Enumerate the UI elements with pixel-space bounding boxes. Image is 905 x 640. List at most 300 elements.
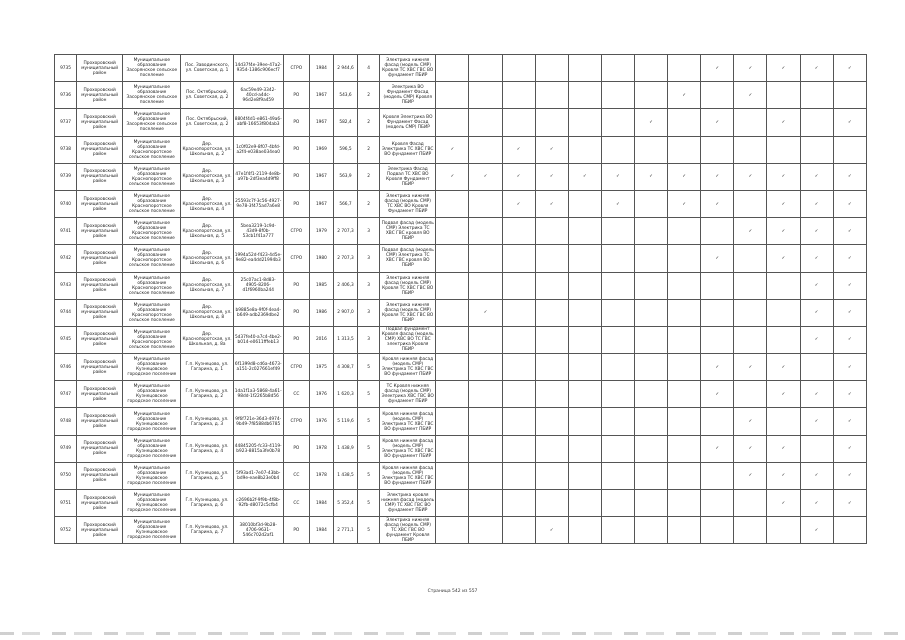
empty-work-cell: [601, 326, 634, 353]
row-number: 9735: [55, 55, 77, 82]
empty-work-cell: [436, 109, 469, 136]
check-mark-icon: ✓: [734, 435, 767, 462]
check-mark-icon: ✓: [535, 136, 568, 163]
empty-work-cell: [535, 55, 568, 82]
empty-work-cell: [833, 82, 866, 109]
empty-work-cell: [734, 299, 767, 326]
check-mark-icon: ✓: [800, 190, 833, 217]
check-mark-icon: ✓: [502, 136, 535, 163]
building-code-cell: 47e1f4f1-2119-4e8b-a97b-2df3ea4d9ff8: [233, 163, 283, 190]
empty-work-cell: [535, 82, 568, 109]
empty-work-cell: [668, 381, 701, 408]
works-list-cell: Кровля нижняя фасад (модель СМР) Электрика ТС ХВС ГВС ВО фундамент ПБИР: [380, 408, 436, 435]
empty-work-cell: [469, 245, 502, 272]
empty-work-cell: [601, 55, 634, 82]
empty-work-cell: [668, 354, 701, 381]
municipality-cell: Муниципальное образование Краснопоротское сельское поселение: [123, 299, 181, 326]
empty-work-cell: [800, 109, 833, 136]
floors-cell: 2: [358, 82, 380, 109]
address-cell: Г.п. Кузнецово, ул. Гагарина, д. 2: [181, 381, 233, 408]
check-mark-icon: ✓: [634, 109, 667, 136]
empty-work-cell: [436, 381, 469, 408]
empty-work-cell: [701, 82, 734, 109]
floors-cell: 3: [358, 245, 380, 272]
municipality-cell: Муниципальное образование Засорянское сельское поселение: [123, 55, 181, 82]
empty-work-cell: [535, 381, 568, 408]
check-mark-icon: ✓: [833, 245, 866, 272]
area-cell: 4 308,7: [333, 354, 357, 381]
check-mark-icon: ✓: [800, 299, 833, 326]
empty-work-cell: [436, 408, 469, 435]
municipality-cell: Муниципальное образование Краснопоротское сельское поселение: [123, 163, 181, 190]
table-row: [55, 462, 867, 489]
empty-work-cell: [436, 245, 469, 272]
check-mark-icon: ✓: [767, 490, 800, 517]
municipality-cell: Муниципальное образование Краснопоротское сельское поселение: [123, 326, 181, 353]
check-mark-icon: ✓: [767, 218, 800, 245]
works-list-cell: Электрика нижняя фасад (модель СМР) Кровля ТС ХВС ГВС ВО ПБИР: [380, 272, 436, 299]
address-cell: Г.п. Кузнецово, ул. Гагарина, д. 1: [181, 354, 233, 381]
fund-type-cell: РО: [283, 82, 309, 109]
district-cell: Прохоровский муниципальный район: [77, 55, 123, 82]
address-cell: Г.п. Кузнецово, ул. Гагарина, д. 6: [181, 490, 233, 517]
check-mark-icon: ✓: [502, 190, 535, 217]
floors-cell: 5: [358, 381, 380, 408]
building-code-cell: 8804f4d1-e861-49a6-abf8-16653f804ab3: [233, 109, 283, 136]
empty-work-cell: [535, 435, 568, 462]
empty-work-cell: [833, 136, 866, 163]
empty-work-cell: [502, 408, 535, 435]
build-year-cell: 1967: [309, 190, 333, 217]
works-list-cell: Электрика нижняя фасад (модель СМР) ТС ХВС ВО Кровля Фундамент ПБИР: [380, 190, 436, 217]
check-mark-icon: ✓: [668, 163, 701, 190]
fund-type-cell: СГРО: [283, 245, 309, 272]
empty-work-cell: [601, 245, 634, 272]
check-mark-icon: ✓: [800, 245, 833, 272]
empty-work-cell: [535, 408, 568, 435]
area-cell: 2 406,3: [333, 272, 357, 299]
empty-work-cell: [634, 190, 667, 217]
row-number: 9743: [55, 272, 77, 299]
check-mark-icon: ✓: [833, 109, 866, 136]
check-mark-icon: ✓: [701, 55, 734, 82]
check-mark-icon: ✓: [767, 354, 800, 381]
check-mark-icon: ✓: [767, 163, 800, 190]
empty-work-cell: [668, 435, 701, 462]
area-cell: 582,4: [333, 109, 357, 136]
table-row: [55, 490, 867, 517]
empty-work-cell: [701, 490, 734, 517]
row-number: 9740: [55, 190, 77, 217]
empty-work-cell: [668, 218, 701, 245]
empty-work-cell: [436, 82, 469, 109]
empty-work-cell: [601, 136, 634, 163]
empty-work-cell: [469, 326, 502, 353]
empty-work-cell: [734, 272, 767, 299]
fund-type-cell: СГРО: [283, 354, 309, 381]
municipality-cell: Муниципальное образование Краснопоротское сельское поселение: [123, 272, 181, 299]
empty-work-cell: [535, 462, 568, 489]
works-list-cell: Кровля нижняя фасад (модель СМР) Электрика ТС ХВС ГВС ВО фундамент ПБИР: [380, 462, 436, 489]
empty-work-cell: [800, 354, 833, 381]
address-cell: Пос. Заводинского, ул. Советская, д. 1: [181, 55, 233, 82]
empty-work-cell: [469, 55, 502, 82]
building-code-cell: c2696b2f-9f9b-4f8b-92fb-d8072c5cfb4: [233, 490, 283, 517]
empty-work-cell: [734, 326, 767, 353]
district-cell: Прохоровский муниципальный район: [77, 136, 123, 163]
floors-cell: 2: [358, 109, 380, 136]
empty-work-cell: [668, 408, 701, 435]
empty-work-cell: [668, 272, 701, 299]
empty-work-cell: [800, 82, 833, 109]
check-mark-icon: ✓: [833, 299, 866, 326]
area-cell: 566,7: [333, 190, 357, 217]
area-cell: 1 438,5: [333, 462, 357, 489]
empty-work-cell: [535, 354, 568, 381]
building-code-cell: b9885e8a-9f0f-4ea4-b649-adb2369dbe2: [233, 299, 283, 326]
check-mark-icon: ✓: [436, 163, 469, 190]
empty-work-cell: [634, 490, 667, 517]
empty-work-cell: [568, 218, 601, 245]
empty-work-cell: [568, 408, 601, 435]
empty-work-cell: [535, 490, 568, 517]
area-cell: 596,5: [333, 136, 357, 163]
district-cell: Прохоровский муниципальный район: [77, 462, 123, 489]
empty-work-cell: [469, 490, 502, 517]
floors-cell: 2: [358, 163, 380, 190]
row-number: 9748: [55, 408, 77, 435]
empty-work-cell: [502, 462, 535, 489]
empty-work-cell: [469, 408, 502, 435]
empty-work-cell: [502, 435, 535, 462]
fund-type-cell: СС: [283, 490, 309, 517]
empty-work-cell: [800, 136, 833, 163]
empty-work-cell: [469, 82, 502, 109]
register-table-body: [55, 55, 867, 544]
empty-work-cell: [568, 299, 601, 326]
district-cell: Прохоровский муниципальный район: [77, 326, 123, 353]
building-code-cell: 44845205-fc33-4119-b923-8815a3fe0b78: [233, 435, 283, 462]
row-number: 9747: [55, 381, 77, 408]
empty-work-cell: [668, 490, 701, 517]
empty-work-cell: [634, 82, 667, 109]
floors-cell: 2: [358, 190, 380, 217]
check-mark-icon: ✓: [800, 163, 833, 190]
empty-work-cell: [634, 435, 667, 462]
empty-work-cell: [601, 82, 634, 109]
check-mark-icon: ✓: [734, 82, 767, 109]
check-mark-icon: ✓: [833, 190, 866, 217]
address-cell: Г.п. Кузнецово, ул. Гагарина, д. 7: [181, 517, 233, 544]
district-cell: Прохоровский муниципальный район: [77, 299, 123, 326]
table-row: [55, 408, 867, 435]
check-mark-icon: ✓: [701, 381, 734, 408]
empty-work-cell: [535, 109, 568, 136]
municipality-cell: Муниципальное образование Кузнецовское городское поселение: [123, 517, 181, 544]
check-mark-icon: ✓: [734, 163, 767, 190]
check-mark-icon: ✓: [701, 435, 734, 462]
empty-work-cell: [568, 272, 601, 299]
works-list-cell: Кровля нижняя фасад (модель СМР) Электрика ТС ХВС ГВС ВО фундамент ПБИР: [380, 435, 436, 462]
empty-work-cell: [502, 299, 535, 326]
check-mark-icon: ✓: [767, 435, 800, 462]
fund-type-cell: РО: [283, 517, 309, 544]
check-mark-icon: ✓: [833, 163, 866, 190]
check-mark-icon: ✓: [800, 462, 833, 489]
check-mark-icon: ✓: [833, 408, 866, 435]
empty-work-cell: [734, 136, 767, 163]
district-cell: Прохоровский муниципальный район: [77, 435, 123, 462]
build-year-cell: 1984: [309, 490, 333, 517]
fund-type-cell: СГРО: [283, 408, 309, 435]
build-year-cell: 2016: [309, 326, 333, 353]
check-mark-icon: ✓: [568, 163, 601, 190]
check-mark-icon: ✓: [469, 299, 502, 326]
empty-work-cell: [734, 490, 767, 517]
empty-work-cell: [601, 490, 634, 517]
empty-work-cell: [734, 381, 767, 408]
district-cell: Прохоровский муниципальный район: [77, 82, 123, 109]
build-year-cell: 1984: [309, 517, 333, 544]
row-number: 9744: [55, 299, 77, 326]
building-code-cell: 6f1399d8-cd6a-4673-a151-2c027661ef49: [233, 354, 283, 381]
check-mark-icon: ✓: [701, 190, 734, 217]
floors-cell: 3: [358, 272, 380, 299]
empty-work-cell: [568, 326, 601, 353]
empty-work-cell: [701, 299, 734, 326]
check-mark-icon: ✓: [800, 272, 833, 299]
empty-work-cell: [535, 218, 568, 245]
empty-work-cell: [436, 55, 469, 82]
empty-work-cell: [701, 517, 734, 544]
check-mark-icon: ✓: [800, 218, 833, 245]
fund-type-cell: СГРО: [283, 218, 309, 245]
row-number: 9745: [55, 326, 77, 353]
empty-work-cell: [502, 218, 535, 245]
address-cell: Г.п. Кузнецово, ул. Гагарина, д. 5: [181, 462, 233, 489]
empty-work-cell: [568, 82, 601, 109]
address-cell: Дер. Краснопоротская, ул. Школьная, д. 4: [181, 190, 233, 217]
empty-work-cell: [436, 354, 469, 381]
empty-work-cell: [502, 82, 535, 109]
table-row: [55, 163, 867, 190]
empty-work-cell: [634, 245, 667, 272]
empty-work-cell: [568, 435, 601, 462]
works-list-cell: Подвал фундамент Кровля фасад (модель СМР) ХВС ВО ТС ГВС электрика Кровля ПБИР: [380, 326, 436, 353]
build-year-cell: 1976: [309, 408, 333, 435]
empty-work-cell: [634, 55, 667, 82]
empty-work-cell: [767, 299, 800, 326]
empty-work-cell: [502, 326, 535, 353]
address-cell: Дер. Краснопоротская, ул. Школьная, д. 2: [181, 136, 233, 163]
scan-edge-artifact: [0, 632, 905, 635]
row-number: 9746: [55, 354, 77, 381]
check-mark-icon: ✓: [634, 163, 667, 190]
empty-work-cell: [668, 109, 701, 136]
empty-work-cell: [535, 272, 568, 299]
empty-work-cell: [734, 517, 767, 544]
address-cell: Дер. Краснопоротская, ул. Школьная, д. 6: [181, 245, 233, 272]
check-mark-icon: ✓: [833, 354, 866, 381]
municipality-cell: Муниципальное образование Кузнецовское городское поселение: [123, 354, 181, 381]
row-number: 9736: [55, 82, 77, 109]
check-mark-icon: ✓: [436, 136, 469, 163]
empty-work-cell: [833, 517, 866, 544]
municipality-cell: Муниципальное образование Краснопоротское сельское поселение: [123, 136, 181, 163]
address-cell: Дер. Краснопоротская, ул. Школьная, д. 5: [181, 218, 233, 245]
fund-type-cell: РО: [283, 326, 309, 353]
works-list-cell: Электрика нижняя фасад (модель СМР) Кровля ТС ХВС ГВС ВО фундамент ПБИР: [380, 55, 436, 82]
fund-type-cell: РО: [283, 435, 309, 462]
empty-work-cell: [502, 517, 535, 544]
works-list-cell: Электрика кровля нижняя фасад (модель СМР) ТС ХВС ГВС ВО фундамент ПБИР: [380, 490, 436, 517]
empty-work-cell: [436, 272, 469, 299]
building-code-cell: 14d37f4e-39ee-47a2-9354-1386c906ecf7: [233, 55, 283, 82]
check-mark-icon: ✓: [800, 408, 833, 435]
check-mark-icon: ✓: [833, 435, 866, 462]
municipality-cell: Муниципальное образование Кузнецовское городское поселение: [123, 435, 181, 462]
table-row: [55, 190, 867, 217]
check-mark-icon: ✓: [701, 354, 734, 381]
check-mark-icon: ✓: [668, 82, 701, 109]
empty-work-cell: [668, 462, 701, 489]
municipality-cell: Муниципальное образование Кузнецовское городское поселение: [123, 408, 181, 435]
municipality-cell: Муниципальное образование Краснопоротское сельское поселение: [123, 218, 181, 245]
empty-work-cell: [634, 326, 667, 353]
empty-work-cell: [668, 517, 701, 544]
municipality-cell: Муниципальное образование Краснопоротское сельское поселение: [123, 190, 181, 217]
empty-work-cell: [601, 381, 634, 408]
area-cell: 1 620,3: [333, 381, 357, 408]
municipality-cell: Муниципальное образование Кузнецовское городское поселение: [123, 381, 181, 408]
check-mark-icon: ✓: [767, 462, 800, 489]
build-year-cell: 1967: [309, 109, 333, 136]
empty-work-cell: [701, 272, 734, 299]
empty-work-cell: [767, 82, 800, 109]
building-code-cell: 38010bf3d-9b28-4706-9631-546c702d2af1: [233, 517, 283, 544]
municipality-cell: Муниципальное образование Засорянское сельское поселение: [123, 109, 181, 136]
empty-work-cell: [469, 462, 502, 489]
area-cell: 5 119,6: [333, 408, 357, 435]
district-cell: Прохоровский муниципальный район: [77, 517, 123, 544]
empty-work-cell: [502, 490, 535, 517]
check-mark-icon: ✓: [800, 517, 833, 544]
building-code-cell: 9f6f721e-36d3-4974-9b49-7f8588db6785: [233, 408, 283, 435]
check-mark-icon: ✓: [800, 55, 833, 82]
empty-work-cell: [436, 435, 469, 462]
empty-work-cell: [568, 462, 601, 489]
empty-work-cell: [469, 517, 502, 544]
fund-type-cell: РО: [283, 299, 309, 326]
floors-cell: 5: [358, 517, 380, 544]
empty-work-cell: [568, 245, 601, 272]
works-list-cell: Кровля Электрика ВО Фундамент Фасад (модель СМР) ПБИР: [380, 109, 436, 136]
empty-work-cell: [601, 435, 634, 462]
district-cell: Прохоровский муниципальный район: [77, 218, 123, 245]
empty-work-cell: [502, 55, 535, 82]
check-mark-icon: ✓: [833, 381, 866, 408]
district-cell: Прохоровский муниципальный район: [77, 190, 123, 217]
empty-work-cell: [601, 408, 634, 435]
row-number: 9738: [55, 136, 77, 163]
empty-work-cell: [568, 109, 601, 136]
empty-work-cell: [767, 326, 800, 353]
empty-work-cell: [701, 218, 734, 245]
empty-work-cell: [701, 462, 734, 489]
empty-work-cell: [634, 381, 667, 408]
check-mark-icon: ✓: [767, 109, 800, 136]
area-cell: 2 707,3: [333, 245, 357, 272]
address-cell: Дер. Краснопоротская, ул. Школьная, д. 8: [181, 299, 233, 326]
empty-work-cell: [436, 490, 469, 517]
district-cell: Прохоровский муниципальный район: [77, 245, 123, 272]
check-mark-icon: ✓: [701, 109, 734, 136]
empty-work-cell: [469, 272, 502, 299]
area-cell: 563,9: [333, 163, 357, 190]
empty-work-cell: [469, 190, 502, 217]
empty-work-cell: [668, 55, 701, 82]
empty-work-cell: [436, 517, 469, 544]
address-cell: Дер. Краснопоротская, ул. Школьная, д. 8а: [181, 326, 233, 353]
check-mark-icon: ✓: [833, 462, 866, 489]
empty-work-cell: [634, 272, 667, 299]
area-cell: 1 438,9: [333, 435, 357, 462]
table-row: [55, 435, 867, 462]
fund-type-cell: СГРО: [283, 55, 309, 82]
empty-work-cell: [502, 272, 535, 299]
empty-work-cell: [668, 299, 701, 326]
municipality-cell: Муниципальное образование Кузнецовское городское поселение: [123, 490, 181, 517]
building-code-cell: 25c07ac1-8d83-4905-8206-d1f6960ba244: [233, 272, 283, 299]
empty-work-cell: [800, 435, 833, 462]
floors-cell: 5: [358, 354, 380, 381]
building-code-cell: 5f93ad1-7e07-43bb-bd9e-eae8b23e0b4: [233, 462, 283, 489]
check-mark-icon: ✓: [767, 190, 800, 217]
building-code-cell: 1c0f02e9-8f07-4bfd-a2f4-e038ae034ea0: [233, 136, 283, 163]
row-number: 9752: [55, 517, 77, 544]
floors-cell: 3: [358, 299, 380, 326]
table-row: [55, 326, 867, 353]
check-mark-icon: ✓: [502, 163, 535, 190]
empty-work-cell: [535, 326, 568, 353]
empty-work-cell: [634, 354, 667, 381]
table-row: [55, 299, 867, 326]
fund-type-cell: РО: [283, 109, 309, 136]
empty-work-cell: [734, 109, 767, 136]
register-table: [54, 54, 867, 544]
empty-work-cell: [568, 490, 601, 517]
build-year-cell: 1978: [309, 435, 333, 462]
check-mark-icon: ✓: [535, 190, 568, 217]
building-code-cell: 6ac59e49-3342-40cd-a4dc-96d2e8f9a459: [233, 82, 283, 109]
empty-work-cell: [701, 326, 734, 353]
floors-cell: 2: [358, 136, 380, 163]
district-cell: Прохоровский муниципальный район: [77, 354, 123, 381]
row-number: 9750: [55, 462, 77, 489]
floors-cell: 5: [358, 490, 380, 517]
check-mark-icon: ✓: [734, 218, 767, 245]
area-cell: 543,6: [333, 82, 357, 109]
empty-work-cell: [767, 408, 800, 435]
floors-cell: 4: [358, 55, 380, 82]
empty-work-cell: [601, 517, 634, 544]
check-mark-icon: ✓: [833, 490, 866, 517]
empty-work-cell: [469, 381, 502, 408]
check-mark-icon: ✓: [800, 490, 833, 517]
empty-work-cell: [634, 462, 667, 489]
empty-work-cell: [568, 190, 601, 217]
empty-work-cell: [767, 272, 800, 299]
